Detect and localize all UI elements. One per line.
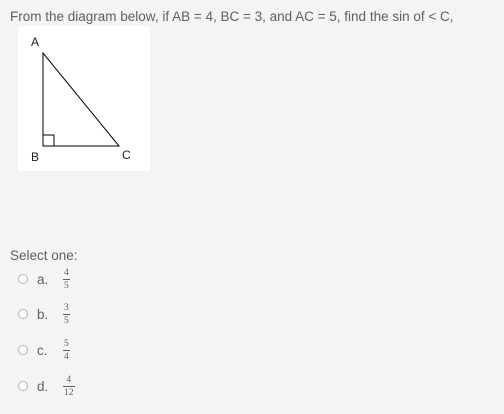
fraction-numerator: 4 <box>66 374 72 385</box>
fraction-denominator: 5 <box>64 280 69 291</box>
fraction-bar <box>63 386 75 387</box>
vertex-label-b: B <box>31 150 40 164</box>
answer-option-a[interactable] <box>18 266 70 292</box>
vertex-label-a: A <box>31 35 40 49</box>
select-one-label: Select one: <box>10 248 78 263</box>
vertex-label-c: C <box>122 148 131 162</box>
answer-option-b[interactable] <box>18 301 70 327</box>
option-letter-d: d. <box>37 378 49 394</box>
fraction-numerator: 4 <box>64 267 69 278</box>
option-letter-b: b. <box>37 306 49 322</box>
fraction-denominator: 12 <box>64 387 74 398</box>
option-fraction-c <box>63 339 70 362</box>
triangle-diagram <box>18 26 150 171</box>
option-fraction-a <box>63 268 70 291</box>
answer-option-c[interactable] <box>18 337 70 363</box>
answer-option-d[interactable] <box>18 373 75 399</box>
right-angle-marker <box>43 135 54 146</box>
fraction-bar <box>63 314 70 315</box>
fraction-bar <box>63 350 70 351</box>
option-letter-c: c. <box>37 342 48 358</box>
option-letter-a: a. <box>37 271 49 287</box>
radio-button-c[interactable] <box>18 345 28 355</box>
fraction-denominator: 5 <box>64 315 69 326</box>
option-fraction-d <box>63 375 75 398</box>
question-text: From the diagram below, if AB = 4, BC = 3, and AC = 5, find the sin of < C, <box>10 9 454 24</box>
triangle-shape <box>43 53 119 146</box>
radio-button-d[interactable] <box>18 381 28 391</box>
fraction-numerator: 5 <box>64 338 69 349</box>
option-fraction-b <box>63 303 70 326</box>
radio-button-b[interactable] <box>18 309 28 319</box>
fraction-numerator: 3 <box>64 302 69 313</box>
fraction-bar <box>63 279 70 280</box>
fraction-denominator: 4 <box>64 351 69 362</box>
radio-button-a[interactable] <box>18 274 28 284</box>
